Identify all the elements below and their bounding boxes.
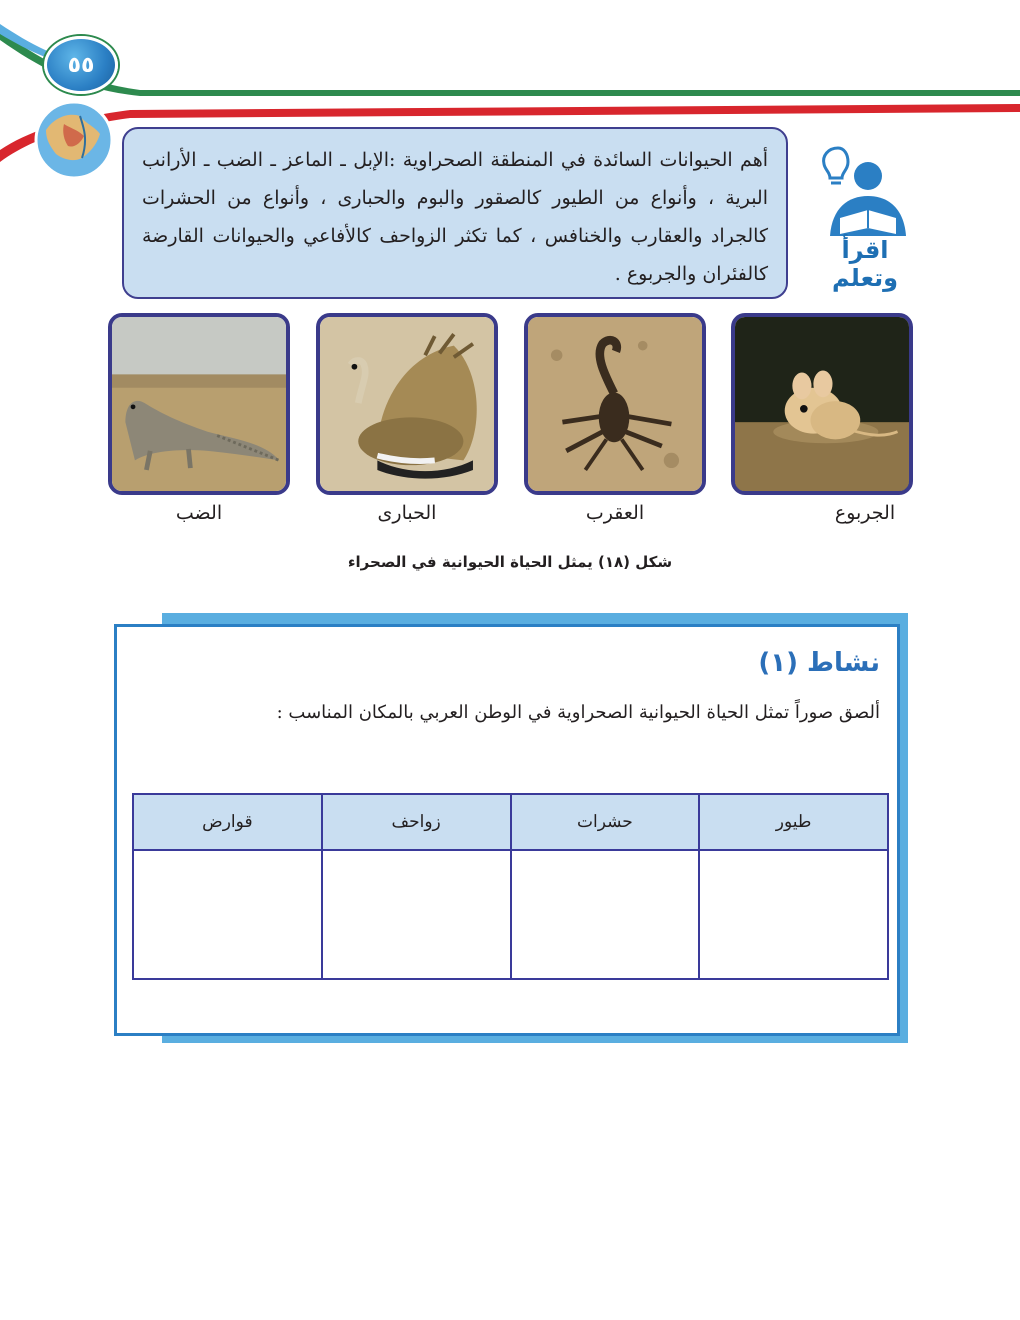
jerboa-photo [731, 313, 913, 495]
page-number: ٥٥ [67, 52, 95, 78]
read-and-learn-label: اقرأ وتعلم [831, 236, 899, 292]
rodents-cell [133, 850, 322, 979]
caption-lizard: الضب [175, 502, 223, 524]
reptiles-cell [322, 850, 511, 979]
read-and-learn-text-box [122, 127, 788, 299]
scorpion-photo [524, 313, 706, 495]
houbara-bustard-photo [316, 313, 498, 495]
birds-cell [699, 850, 888, 979]
header-reptiles: زواحف [322, 794, 511, 850]
animal-sorting-table [132, 793, 889, 980]
activity-title: نشاط (١) [758, 648, 880, 678]
header-insects: حشرات [511, 794, 700, 850]
spiny-tailed-lizard-photo [108, 313, 290, 495]
map-globe-icon [34, 100, 114, 180]
caption-scorpion: العقرب [585, 502, 645, 524]
figure-caption: شكل (١٨) يمثل الحياة الحيوانية في الصحراء [347, 553, 673, 571]
activity-instruction: ألصق صوراً تمثل الحياة الحيوانية الصحراوية في الوطن العربي بالمكان المناسب : [276, 702, 880, 723]
header-rodents: قوارض [133, 794, 322, 850]
caption-jerboa: الجربوع [834, 502, 896, 524]
header-birds: طيور [699, 794, 888, 850]
page-number-badge [44, 36, 118, 94]
insects-cell [511, 850, 700, 979]
caption-houbara: الحبارى [377, 502, 437, 524]
read-and-learn-text: أهم الحيوانات السائدة في المنطقة الصحراوية :الإبل ـ الماعز ـ الضب ـ الأرانب البرية ، وأنواع من الطيور كالصقور والبوم والحبارى ، وأنواع من الحشرات كالجراد والعقارب والخنافس ، كما تكثر الزواحف كالأفاعي والحيوانات القارضة كالفئران والجربوع . [142, 149, 768, 285]
